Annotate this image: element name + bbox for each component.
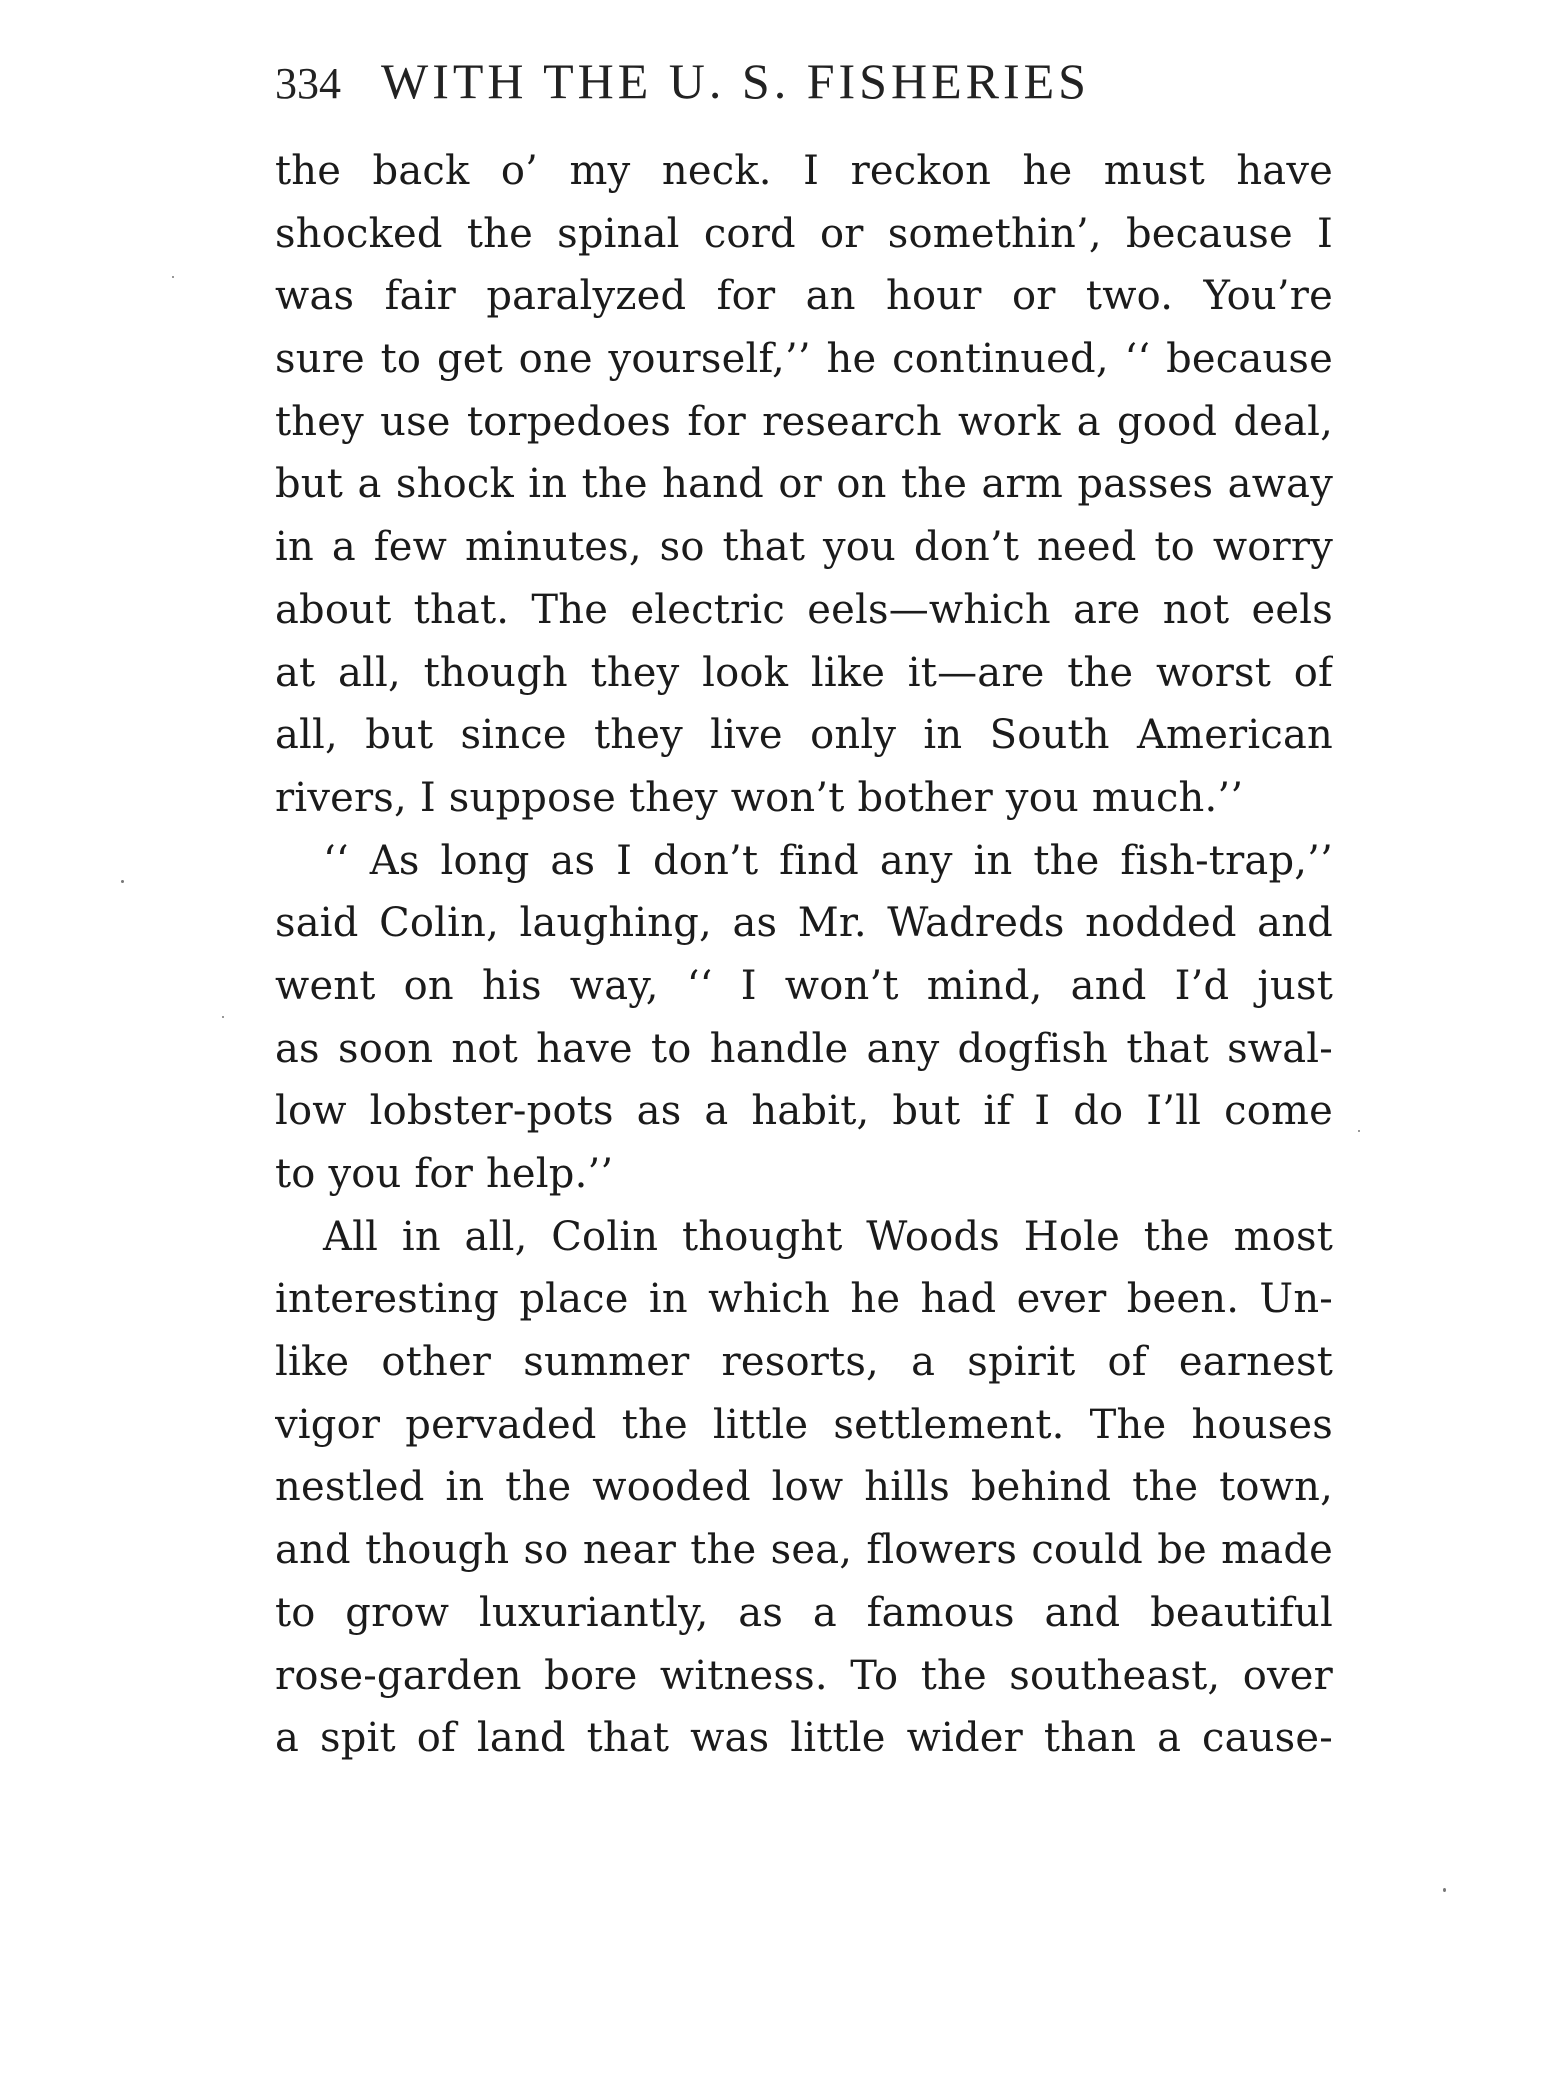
scan-speck — [1443, 1888, 1446, 1892]
text-line: at all, though they look like it—are the worst of — [275, 649, 1333, 696]
text-line: as soon not have to handle any dogfish that swal- — [275, 1025, 1333, 1072]
scan-speck — [1358, 1130, 1360, 1132]
text-line: to grow luxuriantly, as a famous and beautiful — [275, 1589, 1333, 1636]
running-head — [275, 52, 1335, 122]
body-text — [275, 140, 1333, 1770]
text-line: All in all, Colin thought Woods Hole the most — [323, 1213, 1333, 1260]
text-line: interesting place in which he had ever been. Un- — [275, 1276, 1333, 1323]
text-line: to you for help.’’ — [275, 1151, 614, 1197]
text-line: about that. The electric eels—which are not eels — [275, 586, 1333, 633]
text-line: the back o’ my neck. I reckon he must have — [275, 148, 1333, 194]
text-line: they use torpedoes for research work a good deal, — [275, 398, 1333, 445]
text-line: rivers, I suppose they won’t bother you much.’’ — [275, 774, 1244, 821]
text-line: was fair paralyzed for an hour or two. You’re — [275, 273, 1333, 320]
text-line: low lobster-pots as a habit, but if I do I’ll come — [275, 1088, 1333, 1135]
text-line: ‘‘ As long as I don’t find any in the fish-trap,’’ — [323, 837, 1333, 884]
page-number: 334 — [275, 59, 341, 108]
text-line: rose-garden bore witness. To the southeast, over — [275, 1652, 1333, 1699]
text-line: a spit of land that was little wider than a cause- — [275, 1715, 1333, 1762]
text-line: and though so near the sea, flowers could be made — [275, 1527, 1333, 1574]
text-line: like other summer resorts, a spirit of earnest — [275, 1339, 1333, 1386]
scan-speck — [172, 276, 174, 278]
text-line: went on his way, ‘‘ I won’t mind, and I’d just — [275, 962, 1333, 1009]
text-line: but a shock in the hand or on the arm passes away — [275, 461, 1333, 508]
text-line: shocked the spinal cord or somethin’, because I — [275, 210, 1333, 257]
scan-speck — [222, 1016, 224, 1018]
text-line: in a few minutes, so that you don’t need to worry — [275, 524, 1333, 571]
text-line: nestled in the wooded low hills behind the town, — [275, 1464, 1333, 1511]
text-line: vigor pervaded the little settlement. The houses — [275, 1401, 1333, 1448]
running-title: WITH THE U. S. FISHERIES — [381, 53, 1090, 109]
text-line: said Colin, laughing, as Mr. Wadreds nodded and — [275, 900, 1333, 947]
text-line: all, but since they live only in South American — [275, 712, 1333, 759]
text-line: sure to get one yourself,’’ he continued, ‘‘ because — [275, 336, 1333, 383]
scan-speck — [121, 880, 124, 883]
